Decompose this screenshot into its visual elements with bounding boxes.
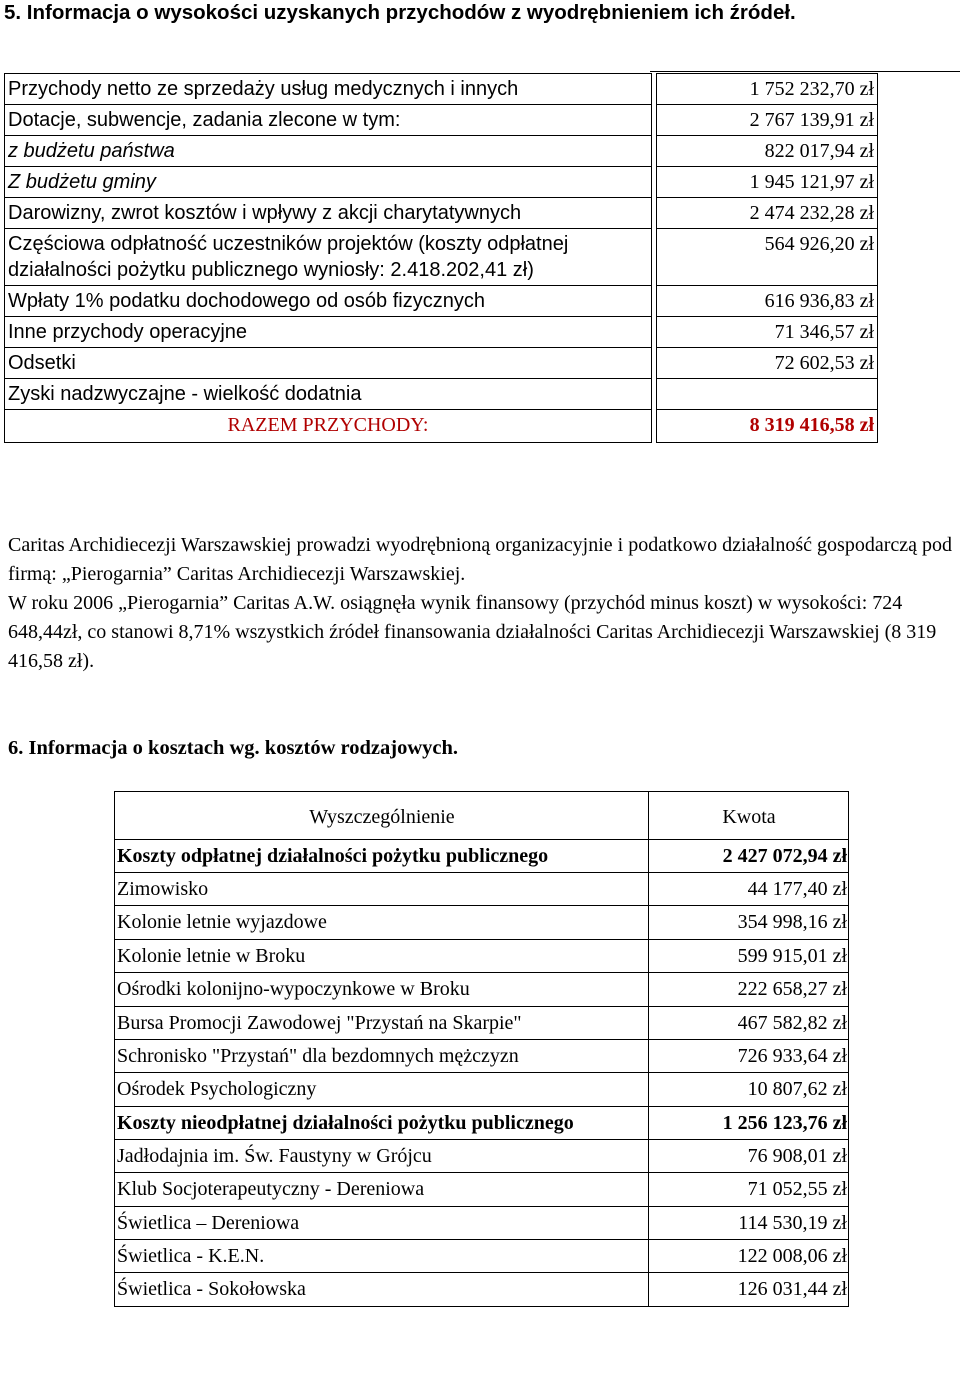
table-row — [115, 1106, 849, 1139]
table-row — [5, 167, 878, 198]
table-row — [5, 348, 878, 379]
section-6-title: 6. Informacja o kosztach wg. kosztów rodzajowych. — [8, 737, 459, 759]
cost-label: Ośrodki kolonijno-wypoczynkowe w Broku — [115, 973, 649, 1006]
cost-amount: 599 915,01 zł — [649, 939, 849, 972]
paragraph-1: Caritas Archidiecezji Warszawskiej prowadzi wyodrębnioną organizacyjnie i podatkowo działalność gospodarczą pod firmą: „Pierogarnia” Caritas Archidiecezji Warszawskiej. — [8, 534, 952, 585]
table-row — [115, 939, 849, 972]
cost-amount: 122 008,06 zł — [649, 1240, 849, 1273]
table-row — [115, 1173, 849, 1206]
table-row — [5, 229, 878, 286]
cost-label: Jadłodajnia im. Św. Faustyny w Grójcu — [115, 1139, 649, 1172]
table-row — [5, 136, 878, 167]
paragraph-2: W roku 2006 „Pierogarnia” Caritas A.W. osiągnęła wynik finansowy (przychód minus koszt) w wysokości: 724 648,44zł, co stanowi 8,71% wszystkich źródeł finansowania działalności Caritas Archidiecezji Warszawskiej (8 319 416,58 zł). — [8, 592, 937, 672]
cost-label: Świetlica – Dereniowa — [115, 1206, 649, 1239]
table-row — [115, 973, 849, 1006]
income-label: Odsetki — [5, 348, 652, 379]
income-amount: 72 602,53 zł — [657, 348, 878, 379]
table-row — [115, 906, 849, 939]
table-row — [5, 286, 878, 317]
cost-amount: 126 031,44 zł — [649, 1273, 849, 1306]
income-amount: 564 926,20 zł — [657, 229, 878, 286]
table-row — [5, 105, 878, 136]
cost-label: Kolonie letnie w Broku — [115, 939, 649, 972]
income-label: Wpłaty 1% podatku dochodowego od osób fizycznych — [5, 286, 652, 317]
table-row — [115, 840, 849, 873]
pierogarnia-paragraph — [8, 531, 953, 676]
income-amount: 2 474 232,28 zł — [657, 198, 878, 229]
income-table — [4, 73, 878, 443]
cost-amount: 1 256 123,76 zł — [649, 1106, 849, 1139]
cost-amount: 114 530,19 zł — [649, 1206, 849, 1239]
total-amount: 8 319 416,58 zł — [657, 410, 878, 443]
cost-label: Koszty nieodpłatnej działalności pożytku publicznego — [115, 1106, 649, 1139]
table-top-rule — [650, 71, 960, 72]
cost-label: Ośrodek Psychologiczny — [115, 1073, 649, 1106]
table-row — [5, 317, 878, 348]
income-label: z budżetu państwa — [5, 136, 652, 167]
cost-label: Bursa Promocji Zawodowej "Przystań na Skarpie" — [115, 1006, 649, 1039]
costs-table — [114, 791, 849, 1307]
income-amount: 822 017,94 zł — [657, 136, 878, 167]
table-row — [115, 873, 849, 906]
cost-amount: 467 582,82 zł — [649, 1006, 849, 1039]
income-label: Częściowa odpłatność uczestników projektów (koszty odpłatnej działalności pożytku publicznego wyniosły: 2.418.202,41 zł) — [5, 229, 652, 286]
income-amount: 1 752 232,70 zł — [657, 74, 878, 105]
cost-amount: 354 998,16 zł — [649, 906, 849, 939]
income-amount: 1 945 121,97 zł — [657, 167, 878, 198]
cost-label: Schronisko "Przystań" dla bezdomnych mężczyzn — [115, 1040, 649, 1073]
income-label: Dotacje, subwencje, zadania zlecone w tym: — [5, 105, 652, 136]
cost-label: Świetlica - K.E.N. — [115, 1240, 649, 1273]
table-row — [115, 1139, 849, 1172]
income-label: Darowizny, zwrot kosztów i wpływy z akcji charytatywnych — [5, 198, 652, 229]
cost-amount: 44 177,40 zł — [649, 873, 849, 906]
cost-label: Koszty odpłatnej działalności pożytku publicznego — [115, 840, 649, 873]
cost-amount: 76 908,01 zł — [649, 1139, 849, 1172]
cost-label: Zimowisko — [115, 873, 649, 906]
table-row — [115, 1006, 849, 1039]
cost-label: Kolonie letnie wyjazdowe — [115, 906, 649, 939]
total-row — [5, 410, 878, 443]
cost-amount: 2 427 072,94 zł — [649, 840, 849, 873]
table-row — [115, 1273, 849, 1306]
income-label: Inne przychody operacyjne — [5, 317, 652, 348]
table-row — [5, 74, 878, 105]
cost-label: Klub Socjoterapeutyczny - Dereniowa — [115, 1173, 649, 1206]
header-description: Wyszczególnienie — [115, 792, 649, 840]
table-row — [115, 1206, 849, 1239]
cost-amount: 10 807,62 zł — [649, 1073, 849, 1106]
income-label: Z budżetu gminy — [5, 167, 652, 198]
income-amount: 616 936,83 zł — [657, 286, 878, 317]
table-row — [115, 1240, 849, 1273]
income-label: Zyski nadzwyczajne - wielkość dodatnia — [5, 379, 652, 410]
cost-label: Świetlica - Sokołowska — [115, 1273, 649, 1306]
total-label: RAZEM PRZYCHODY: — [5, 410, 652, 443]
table-header-row — [115, 792, 849, 840]
income-amount: 71 346,57 zł — [657, 317, 878, 348]
income-amount — [657, 379, 878, 410]
income-amount: 2 767 139,91 zł — [657, 105, 878, 136]
cost-amount: 71 052,55 zł — [649, 1173, 849, 1206]
cost-amount: 222 658,27 zł — [649, 973, 849, 1006]
table-row — [5, 198, 878, 229]
table-row — [115, 1073, 849, 1106]
table-row — [5, 379, 878, 410]
income-label: Przychody netto ze sprzedaży usług medycznych i innych — [5, 74, 652, 105]
header-amount: Kwota — [649, 792, 849, 840]
cost-amount: 726 933,64 zł — [649, 1040, 849, 1073]
section-5-title: 5. Informacja o wysokości uzyskanych przychodów z wyodrębnieniem ich źródeł. — [4, 1, 796, 24]
table-row — [115, 1040, 849, 1073]
